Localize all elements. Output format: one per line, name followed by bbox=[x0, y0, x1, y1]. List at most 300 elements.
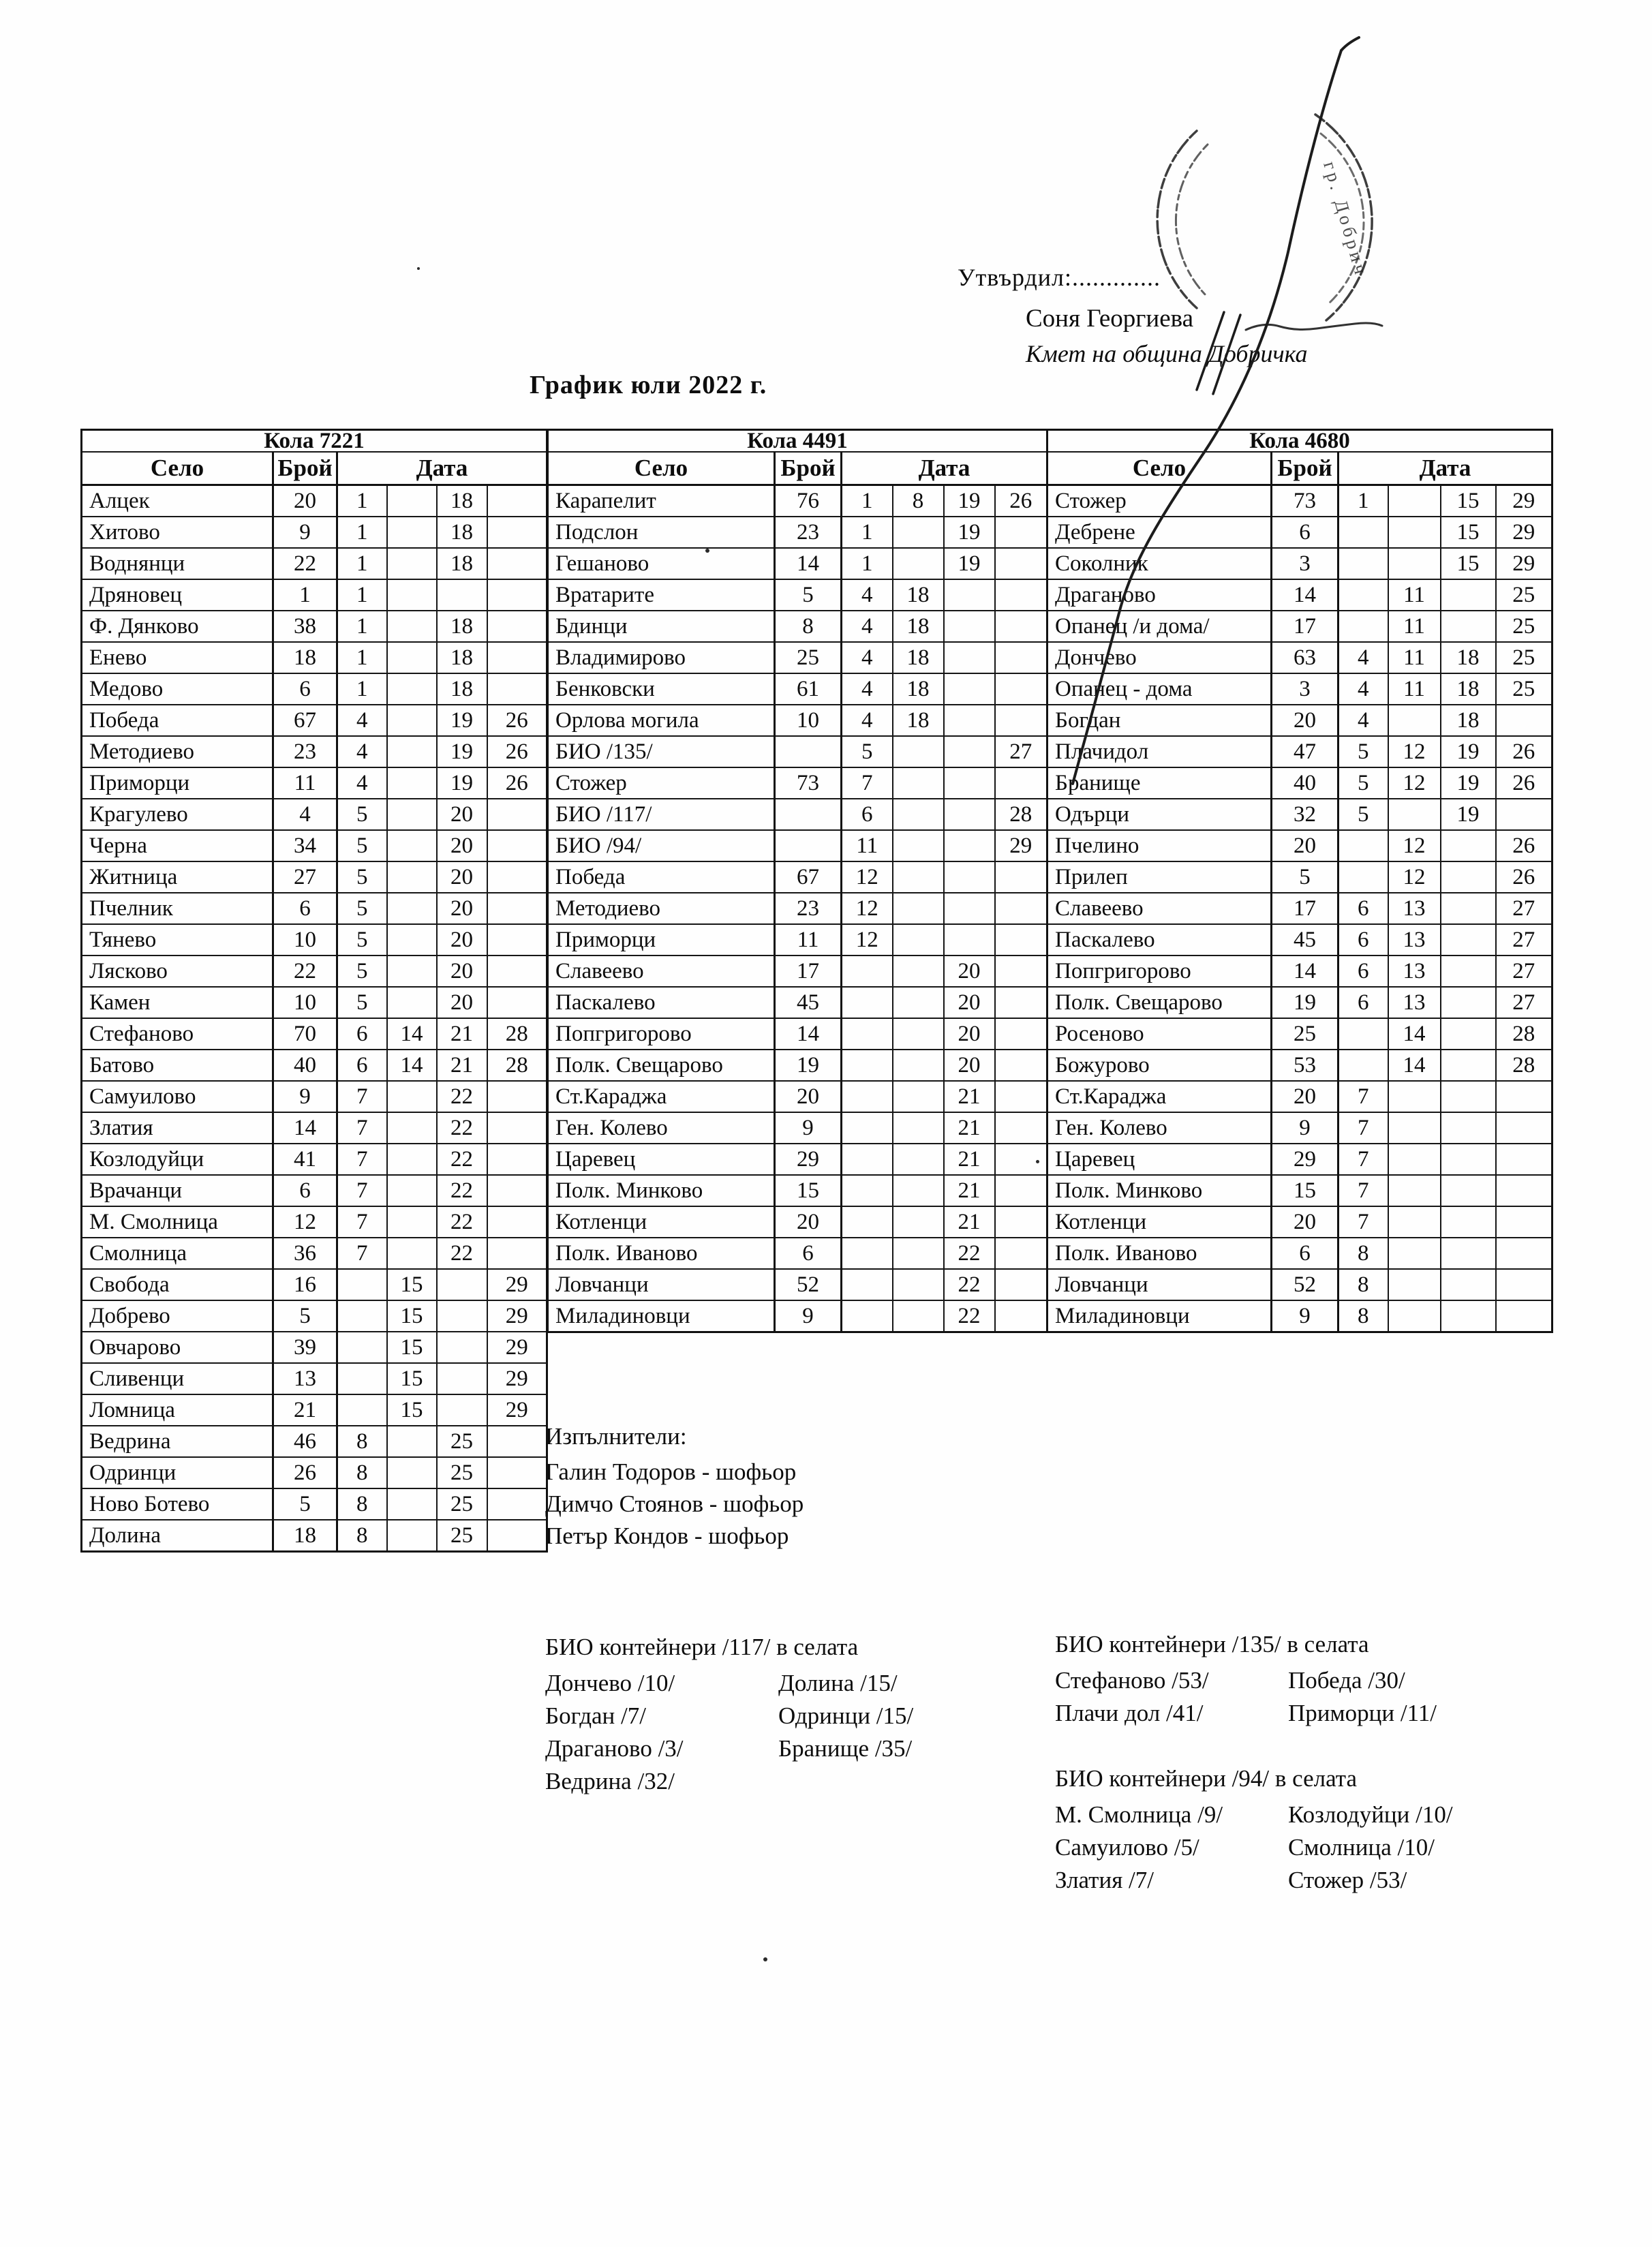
village-cell: Росеново bbox=[1047, 1018, 1272, 1050]
date-cell bbox=[387, 1238, 437, 1269]
date-cell bbox=[1441, 579, 1496, 611]
village-cell: Попгригорово bbox=[1047, 956, 1272, 987]
bio-note-title: БИО контейнери /135/ в селата bbox=[1055, 1631, 1369, 1657]
date-cell bbox=[1339, 1050, 1388, 1081]
date-cell: 7 bbox=[337, 1175, 387, 1206]
date-cell: 20 bbox=[437, 987, 487, 1018]
village-cell: БИО /135/ bbox=[548, 736, 775, 767]
date-cell: 27 bbox=[1496, 924, 1552, 956]
count-cell: 32 bbox=[1272, 799, 1339, 830]
count-cell: 18 bbox=[273, 642, 337, 673]
date-cell: 18 bbox=[893, 579, 944, 611]
table-row bbox=[548, 611, 1047, 642]
date-cell bbox=[1441, 956, 1496, 987]
date-cell bbox=[1388, 1206, 1441, 1238]
date-cell bbox=[842, 1050, 893, 1081]
date-cell: 1 bbox=[337, 611, 387, 642]
date-cell bbox=[1339, 861, 1388, 893]
count-cell: 17 bbox=[1272, 893, 1339, 924]
table-row bbox=[1047, 1238, 1552, 1269]
date-cell bbox=[1441, 611, 1496, 642]
date-cell: 18 bbox=[893, 611, 944, 642]
date-cell: 5 bbox=[842, 736, 893, 767]
date-cell bbox=[387, 548, 437, 579]
date-cell: 20 bbox=[437, 861, 487, 893]
village-cell: Козлодуйци bbox=[82, 1144, 273, 1175]
page-title: График юли 2022 г. bbox=[530, 371, 767, 399]
date-cell bbox=[387, 1112, 437, 1144]
table-row bbox=[82, 1050, 547, 1081]
date-cell bbox=[1388, 1144, 1441, 1175]
village-cell: Карапелит bbox=[548, 485, 775, 517]
date-cell bbox=[487, 611, 547, 642]
date-cell: 18 bbox=[893, 642, 944, 673]
date-cell bbox=[995, 987, 1047, 1018]
village-cell: Камен bbox=[82, 987, 273, 1018]
date-cell bbox=[387, 611, 437, 642]
date-cell bbox=[842, 1300, 893, 1332]
date-cell: 4 bbox=[337, 736, 387, 767]
table-row bbox=[548, 1238, 1047, 1269]
count-cell: 20 bbox=[1272, 830, 1339, 861]
date-cell bbox=[1496, 705, 1552, 736]
date-cell: 4 bbox=[337, 705, 387, 736]
count-cell: 16 bbox=[273, 1269, 337, 1300]
village-cell: Ст.Караджа bbox=[1047, 1081, 1272, 1112]
date-cell: 11 bbox=[1388, 611, 1441, 642]
date-cell: 6 bbox=[1339, 924, 1388, 956]
date-cell: 19 bbox=[1441, 799, 1496, 830]
village-cell: Златия bbox=[82, 1112, 273, 1144]
executor-name: Димчо Стоянов - шофьор bbox=[545, 1491, 804, 1517]
count-cell: 27 bbox=[273, 861, 337, 893]
table-row bbox=[548, 736, 1047, 767]
count-cell: 47 bbox=[1272, 736, 1339, 767]
bio-note-title: БИО контейнери /94/ в селата bbox=[1055, 1765, 1357, 1792]
table-row bbox=[548, 642, 1047, 673]
date-cell bbox=[842, 1144, 893, 1175]
date-cell: 8 bbox=[1339, 1269, 1388, 1300]
date-cell: 19 bbox=[944, 485, 995, 517]
count-cell: 22 bbox=[273, 956, 337, 987]
date-cell bbox=[1388, 485, 1441, 517]
date-cell bbox=[387, 830, 437, 861]
date-cell: 29 bbox=[487, 1300, 547, 1332]
date-cell bbox=[387, 673, 437, 705]
date-cell: 4 bbox=[842, 579, 893, 611]
table-row bbox=[82, 1238, 547, 1269]
village-cell: Котленци bbox=[1047, 1206, 1272, 1238]
date-cell: 22 bbox=[944, 1238, 995, 1269]
village-cell: Дряновец bbox=[82, 579, 273, 611]
count-cell: 36 bbox=[273, 1238, 337, 1269]
date-cell: 21 bbox=[944, 1081, 995, 1112]
table-row bbox=[548, 1206, 1047, 1238]
date-cell bbox=[995, 861, 1047, 893]
date-cell: 29 bbox=[1496, 548, 1552, 579]
date-cell: 20 bbox=[944, 1050, 995, 1081]
date-cell: 21 bbox=[944, 1112, 995, 1144]
date-cell: 5 bbox=[337, 799, 387, 830]
bio-note-item: Драганово /3/ bbox=[545, 1735, 684, 1762]
date-cell: 18 bbox=[437, 548, 487, 579]
village-cell: Стожер bbox=[548, 767, 775, 799]
count-cell: 6 bbox=[273, 1175, 337, 1206]
date-cell bbox=[944, 673, 995, 705]
date-cell: 8 bbox=[337, 1520, 387, 1552]
count-cell: 10 bbox=[775, 705, 842, 736]
date-cell: 20 bbox=[437, 924, 487, 956]
date-cell: 15 bbox=[387, 1269, 437, 1300]
date-cell: 26 bbox=[995, 485, 1047, 517]
car-title: Кола 4491 bbox=[548, 430, 1047, 453]
date-cell bbox=[487, 1426, 547, 1457]
date-cell: 20 bbox=[944, 956, 995, 987]
date-cell bbox=[995, 893, 1047, 924]
date-cell: 5 bbox=[337, 987, 387, 1018]
table-row bbox=[82, 1144, 547, 1175]
date-cell bbox=[1441, 830, 1496, 861]
date-cell bbox=[1441, 1144, 1496, 1175]
date-cell bbox=[893, 1112, 944, 1144]
executor-name: Галин Тодоров - шофьор bbox=[545, 1458, 797, 1485]
date-cell: 28 bbox=[487, 1018, 547, 1050]
count-cell: 73 bbox=[1272, 485, 1339, 517]
date-cell: 1 bbox=[1339, 485, 1388, 517]
date-cell: 8 bbox=[1339, 1300, 1388, 1332]
count-cell: 23 bbox=[775, 517, 842, 548]
village-cell: Опанец - дома bbox=[1047, 673, 1272, 705]
date-cell bbox=[1441, 1018, 1496, 1050]
date-cell: 18 bbox=[1441, 642, 1496, 673]
date-cell bbox=[337, 1363, 387, 1394]
date-cell bbox=[437, 579, 487, 611]
date-cell bbox=[893, 893, 944, 924]
village-cell: Подслон bbox=[548, 517, 775, 548]
date-cell: 6 bbox=[1339, 987, 1388, 1018]
village-cell: Ведрина bbox=[82, 1426, 273, 1457]
date-cell bbox=[893, 1050, 944, 1081]
village-cell: Ген. Колево bbox=[1047, 1112, 1272, 1144]
village-cell: Паскалево bbox=[1047, 924, 1272, 956]
village-cell: Ф. Дянково bbox=[82, 611, 273, 642]
table-row bbox=[82, 987, 547, 1018]
table-row bbox=[548, 579, 1047, 611]
bio-note-item: Одринци /15/ bbox=[778, 1702, 914, 1729]
count-cell: 3 bbox=[1272, 673, 1339, 705]
table-row bbox=[548, 1269, 1047, 1300]
date-cell bbox=[893, 517, 944, 548]
village-cell: Воднянци bbox=[82, 548, 273, 579]
count-cell: 23 bbox=[775, 893, 842, 924]
date-cell bbox=[995, 517, 1047, 548]
date-cell bbox=[995, 1300, 1047, 1332]
date-cell: 1 bbox=[337, 485, 387, 517]
date-cell bbox=[842, 1238, 893, 1269]
village-cell: БИО /117/ bbox=[548, 799, 775, 830]
signature-stroke bbox=[1341, 37, 1359, 50]
village-cell: Хитово bbox=[82, 517, 273, 548]
village-cell: Ново Ботево bbox=[82, 1488, 273, 1520]
date-cell bbox=[487, 893, 547, 924]
table-row bbox=[82, 1300, 547, 1332]
bio-note-item: Златия /7/ bbox=[1055, 1867, 1154, 1893]
count-cell: 52 bbox=[775, 1269, 842, 1300]
schedule-table-kola-7221 bbox=[80, 429, 548, 1553]
date-cell: 5 bbox=[337, 830, 387, 861]
date-cell bbox=[893, 767, 944, 799]
table-row bbox=[82, 830, 547, 861]
date-cell: 29 bbox=[487, 1332, 547, 1363]
count-cell: 25 bbox=[1272, 1018, 1339, 1050]
date-cell: 13 bbox=[1388, 956, 1441, 987]
date-cell bbox=[387, 1206, 437, 1238]
count-cell: 53 bbox=[1272, 1050, 1339, 1081]
date-cell: 25 bbox=[1496, 673, 1552, 705]
village-cell: Ст.Караджа bbox=[548, 1081, 775, 1112]
bio-note-item: Бранище /35/ bbox=[778, 1735, 913, 1762]
date-cell bbox=[387, 1081, 437, 1112]
schedule-table-kola-4680 bbox=[1046, 429, 1553, 1333]
table-row bbox=[82, 956, 547, 987]
date-cell bbox=[1388, 1238, 1441, 1269]
date-cell: 21 bbox=[437, 1018, 487, 1050]
table-row bbox=[82, 767, 547, 799]
village-cell: Победа bbox=[82, 705, 273, 736]
date-cell: 7 bbox=[337, 1112, 387, 1144]
date-cell: 1 bbox=[337, 642, 387, 673]
date-cell: 7 bbox=[337, 1238, 387, 1269]
table-row bbox=[1047, 1050, 1552, 1081]
count-cell: 4 bbox=[273, 799, 337, 830]
date-cell: 19 bbox=[437, 705, 487, 736]
village-cell: Владимирово bbox=[548, 642, 775, 673]
date-cell bbox=[995, 611, 1047, 642]
date-cell: 18 bbox=[437, 485, 487, 517]
table-row bbox=[548, 517, 1047, 548]
bio-note-item: М. Смолница /9/ bbox=[1055, 1801, 1223, 1828]
date-cell bbox=[387, 485, 437, 517]
date-cell bbox=[893, 1175, 944, 1206]
bio-note-columns bbox=[1055, 1664, 1437, 1730]
table-row bbox=[548, 1300, 1047, 1332]
bio-note-item: Ведрина /32/ bbox=[545, 1768, 675, 1794]
count-cell: 14 bbox=[1272, 956, 1339, 987]
village-cell: Добрево bbox=[82, 1300, 273, 1332]
count-cell: 38 bbox=[273, 611, 337, 642]
village-cell: Сливенци bbox=[82, 1363, 273, 1394]
village-cell: Орлова могила bbox=[548, 705, 775, 736]
date-cell: 6 bbox=[337, 1050, 387, 1081]
date-cell bbox=[995, 767, 1047, 799]
count-cell: 3 bbox=[1272, 548, 1339, 579]
table-row bbox=[548, 705, 1047, 736]
date-cell: 8 bbox=[337, 1488, 387, 1520]
bio-note-columns bbox=[545, 1667, 913, 1798]
date-cell: 22 bbox=[437, 1206, 487, 1238]
table-row bbox=[82, 579, 547, 611]
col-header-date: Дата bbox=[337, 452, 547, 485]
date-cell: 21 bbox=[944, 1144, 995, 1175]
date-cell: 14 bbox=[387, 1050, 437, 1081]
date-cell bbox=[893, 1206, 944, 1238]
village-cell: Дончево bbox=[1047, 642, 1272, 673]
bio-col-b bbox=[778, 1667, 913, 1798]
date-cell bbox=[387, 517, 437, 548]
date-cell: 4 bbox=[1339, 642, 1388, 673]
village-cell: Крагулево bbox=[82, 799, 273, 830]
date-cell: 5 bbox=[337, 924, 387, 956]
col-header-village: Село bbox=[548, 452, 775, 485]
table-row bbox=[82, 924, 547, 956]
count-cell: 20 bbox=[273, 485, 337, 517]
count-cell: 20 bbox=[1272, 1206, 1339, 1238]
date-cell bbox=[487, 799, 547, 830]
village-cell: Драганово bbox=[1047, 579, 1272, 611]
date-cell: 7 bbox=[842, 767, 893, 799]
date-cell: 5 bbox=[337, 861, 387, 893]
count-cell: 5 bbox=[775, 579, 842, 611]
village-cell: Бенковски bbox=[548, 673, 775, 705]
date-cell bbox=[437, 1363, 487, 1394]
table-row bbox=[548, 1018, 1047, 1050]
stamp-text: гр. Добрич bbox=[1319, 159, 1373, 280]
date-cell: 25 bbox=[437, 1488, 487, 1520]
date-cell: 1 bbox=[842, 485, 893, 517]
village-cell: М. Смолница bbox=[82, 1206, 273, 1238]
date-cell bbox=[1496, 1206, 1552, 1238]
stamp-arc bbox=[1176, 144, 1208, 297]
table-row bbox=[1047, 1175, 1552, 1206]
table-row bbox=[82, 1206, 547, 1238]
table-row bbox=[548, 861, 1047, 893]
table-row bbox=[82, 1081, 547, 1112]
car-title: Кола 7221 bbox=[82, 430, 547, 453]
bio-note-item: Плачи дол /41/ bbox=[1055, 1700, 1204, 1726]
village-cell: Вратарите bbox=[548, 579, 775, 611]
date-cell bbox=[437, 1269, 487, 1300]
village-cell: Гешаново bbox=[548, 548, 775, 579]
count-cell: 19 bbox=[775, 1050, 842, 1081]
date-cell: 5 bbox=[1339, 767, 1388, 799]
date-cell: 7 bbox=[1339, 1144, 1388, 1175]
date-cell bbox=[387, 861, 437, 893]
count-cell: 63 bbox=[1272, 642, 1339, 673]
count-cell: 34 bbox=[273, 830, 337, 861]
date-cell: 25 bbox=[437, 1426, 487, 1457]
date-cell: 18 bbox=[1441, 673, 1496, 705]
bio-note-item: Приморци /11/ bbox=[1288, 1700, 1437, 1726]
date-cell bbox=[995, 579, 1047, 611]
date-cell: 22 bbox=[944, 1269, 995, 1300]
village-cell: Одринци bbox=[82, 1457, 273, 1488]
count-cell: 20 bbox=[1272, 1081, 1339, 1112]
count-cell: 10 bbox=[273, 987, 337, 1018]
date-cell bbox=[1339, 1018, 1388, 1050]
village-cell: Медово bbox=[82, 673, 273, 705]
col-header-date: Дата bbox=[842, 452, 1047, 485]
count-cell: 12 bbox=[273, 1206, 337, 1238]
date-cell: 12 bbox=[1388, 736, 1441, 767]
table-row bbox=[1047, 830, 1552, 861]
table-row bbox=[1047, 1112, 1552, 1144]
date-cell bbox=[1496, 1144, 1552, 1175]
count-cell: 11 bbox=[273, 767, 337, 799]
count-cell: 10 bbox=[273, 924, 337, 956]
date-cell bbox=[1388, 705, 1441, 736]
table-row bbox=[548, 673, 1047, 705]
date-cell bbox=[487, 1488, 547, 1520]
count-cell: 29 bbox=[1272, 1144, 1339, 1175]
date-cell bbox=[995, 924, 1047, 956]
date-cell: 18 bbox=[437, 673, 487, 705]
date-cell bbox=[1441, 1081, 1496, 1112]
date-cell: 20 bbox=[437, 830, 487, 861]
date-cell: 18 bbox=[1441, 705, 1496, 736]
village-cell: Врачанци bbox=[82, 1175, 273, 1206]
village-cell: Полк. Свещарово bbox=[1047, 987, 1272, 1018]
date-cell bbox=[995, 1018, 1047, 1050]
date-cell bbox=[1441, 1206, 1496, 1238]
signature-stroke bbox=[1246, 323, 1382, 330]
date-cell: 28 bbox=[1496, 1050, 1552, 1081]
date-cell bbox=[1388, 1269, 1441, 1300]
date-cell: 25 bbox=[1496, 579, 1552, 611]
count-cell: 61 bbox=[775, 673, 842, 705]
date-cell bbox=[893, 1238, 944, 1269]
date-cell bbox=[995, 1081, 1047, 1112]
village-cell: Стефаново bbox=[82, 1018, 273, 1050]
date-cell: 4 bbox=[842, 642, 893, 673]
date-cell: 12 bbox=[1388, 861, 1441, 893]
date-cell bbox=[1339, 611, 1388, 642]
date-cell bbox=[1441, 1238, 1496, 1269]
col-header-village: Село bbox=[1047, 452, 1272, 485]
bio-col-a bbox=[1055, 1799, 1288, 1897]
date-cell bbox=[487, 517, 547, 548]
date-cell bbox=[387, 1457, 437, 1488]
table-row bbox=[82, 548, 547, 579]
count-cell: 25 bbox=[775, 642, 842, 673]
date-cell: 29 bbox=[487, 1394, 547, 1426]
date-cell bbox=[1441, 1112, 1496, 1144]
village-cell: Полк. Минково bbox=[548, 1175, 775, 1206]
table-row bbox=[548, 987, 1047, 1018]
date-cell bbox=[842, 1269, 893, 1300]
table-row bbox=[1047, 705, 1552, 736]
count-cell: 67 bbox=[273, 705, 337, 736]
date-cell bbox=[387, 642, 437, 673]
scan-speck bbox=[417, 267, 420, 270]
date-cell: 7 bbox=[1339, 1206, 1388, 1238]
date-cell bbox=[995, 1050, 1047, 1081]
date-cell: 14 bbox=[1388, 1018, 1441, 1050]
table-row bbox=[1047, 1018, 1552, 1050]
date-cell: 26 bbox=[487, 705, 547, 736]
date-cell bbox=[487, 1175, 547, 1206]
count-cell: 14 bbox=[775, 548, 842, 579]
date-cell: 26 bbox=[1496, 767, 1552, 799]
date-cell bbox=[893, 924, 944, 956]
date-cell bbox=[387, 579, 437, 611]
date-cell: 20 bbox=[437, 893, 487, 924]
date-cell: 26 bbox=[1496, 736, 1552, 767]
date-cell: 15 bbox=[1441, 485, 1496, 517]
date-cell: 8 bbox=[1339, 1238, 1388, 1269]
date-cell: 22 bbox=[437, 1112, 487, 1144]
date-cell: 13 bbox=[1388, 893, 1441, 924]
bio-col-a bbox=[1055, 1664, 1288, 1730]
